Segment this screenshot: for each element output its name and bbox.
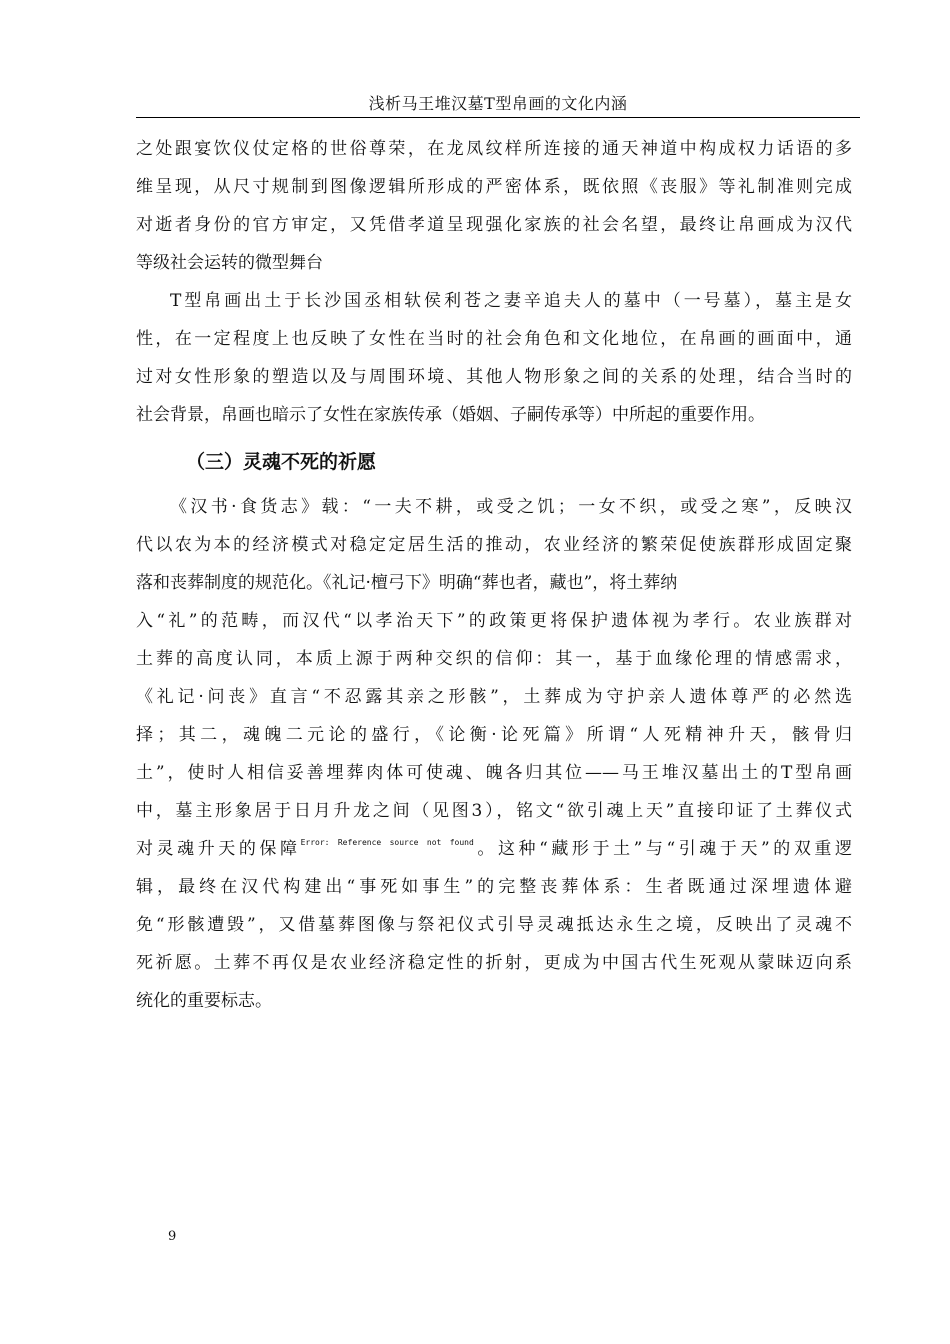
text-segment: 对灵魂升天的保障 <box>136 839 301 859</box>
text-line: 过对女性形象的塑造以及与周围环境、其他人物形象之间的关系的处理，结合当时的 <box>136 367 852 387</box>
text-line: 维呈现，从尺寸规制到图像逻辑所形成的严密体系，既依照《丧服》等礼制准则完成 <box>136 177 852 197</box>
text-line: 入“礼”的范畴，而汉代“以孝治天下”的政策更将保护遗体视为孝行。农业族群对 <box>136 611 852 631</box>
text-line: 等级社会运转的微型舞台 <box>136 253 323 273</box>
text-line: 代以农为本的经济模式对稳定定居生活的推动，农业经济的繁荣促使族群形成固定聚 <box>136 535 852 555</box>
reference-error-note: Error: Reference source not found <box>300 838 474 847</box>
text-line: 性，在一定程度上也反映了女性在当时的社会角色和文化地位，在帛画的画面中，通 <box>136 329 852 349</box>
text-line: 辑，最终在汉代构建出“事死如事生”的完整丧葬体系：生者既通过深埋遗体避 <box>136 877 852 897</box>
text-line: 中，墓主形象居于日月升龙之间（见图3），铭文“欲引魂上天”直接印证了土葬仪式 <box>136 801 852 821</box>
text-line: 《汉书·食货志》载：“一夫不耕，或受之饥；一女不织，或受之寒”，反映汉 <box>170 497 852 517</box>
text-line: 土”，使时人相信妥善埋葬肉体可使魂、魄各归其位——马王堆汉墓出土的T型帛画 <box>136 763 852 783</box>
paragraph-1 <box>136 130 852 282</box>
text-line: 死祈愿。土葬不再仅是农业经济稳定性的折射，更成为中国古代生死观从蒙昧迈向系 <box>136 953 852 973</box>
text-line: 落和丧葬制度的规范化。《礼记·檀弓下》明确“葬也者，藏也”，将土葬纳 <box>136 573 678 593</box>
paragraph-2 <box>136 282 852 434</box>
document-body <box>136 130 852 1020</box>
paragraph-3 <box>136 488 852 1020</box>
text-line: T型帛画出土于长沙国丞相轪侯利苍之妻辛追夫人的墓中（一号墓），墓主是女 <box>170 291 852 311</box>
running-header: 浅析马王堆汉墓T型帛画的文化内涵 <box>136 91 860 118</box>
text-line <box>136 830 852 868</box>
text-segment: 。这种“藏形于土”与“引魂于天”的双重逻 <box>473 839 852 859</box>
text-line: 免“形骸遭毁”，又借墓葬图像与祭祀仪式引导灵魂抵达永生之境，反映出了灵魂不 <box>136 915 852 935</box>
text-line: 土葬的高度认同，本质上源于两种交织的信仰：其一，基于血缘伦理的情感需求， <box>136 649 852 669</box>
page-number: 9 <box>168 1229 177 1244</box>
text-line: 择；其二，魂魄二元论的盛行，《论衡·论死篇》所谓“人死精神升天，骸骨归 <box>136 725 852 745</box>
text-line: 《礼记·问丧》直言“不忍露其亲之形骸”，土葬成为守护亲人遗体尊严的必然选 <box>136 687 852 707</box>
text-line: 统化的重要标志。 <box>136 991 272 1011</box>
text-line: 对逝者身份的官方审定，又凭借孝道呈现强化家族的社会名望，最终让帛画成为汉代 <box>136 215 852 235</box>
section-heading: （三）灵魂不死的祈愿 <box>186 451 377 473</box>
text-line: 之处跟宴饮仪仗定格的世俗尊荣，在龙凤纹样所连接的通天神道中构成权力话语的多 <box>136 139 852 159</box>
text-line: 社会背景，帛画也暗示了女性在家族传承（婚姻、子嗣传承等）中所起的重要作用。 <box>136 405 765 425</box>
